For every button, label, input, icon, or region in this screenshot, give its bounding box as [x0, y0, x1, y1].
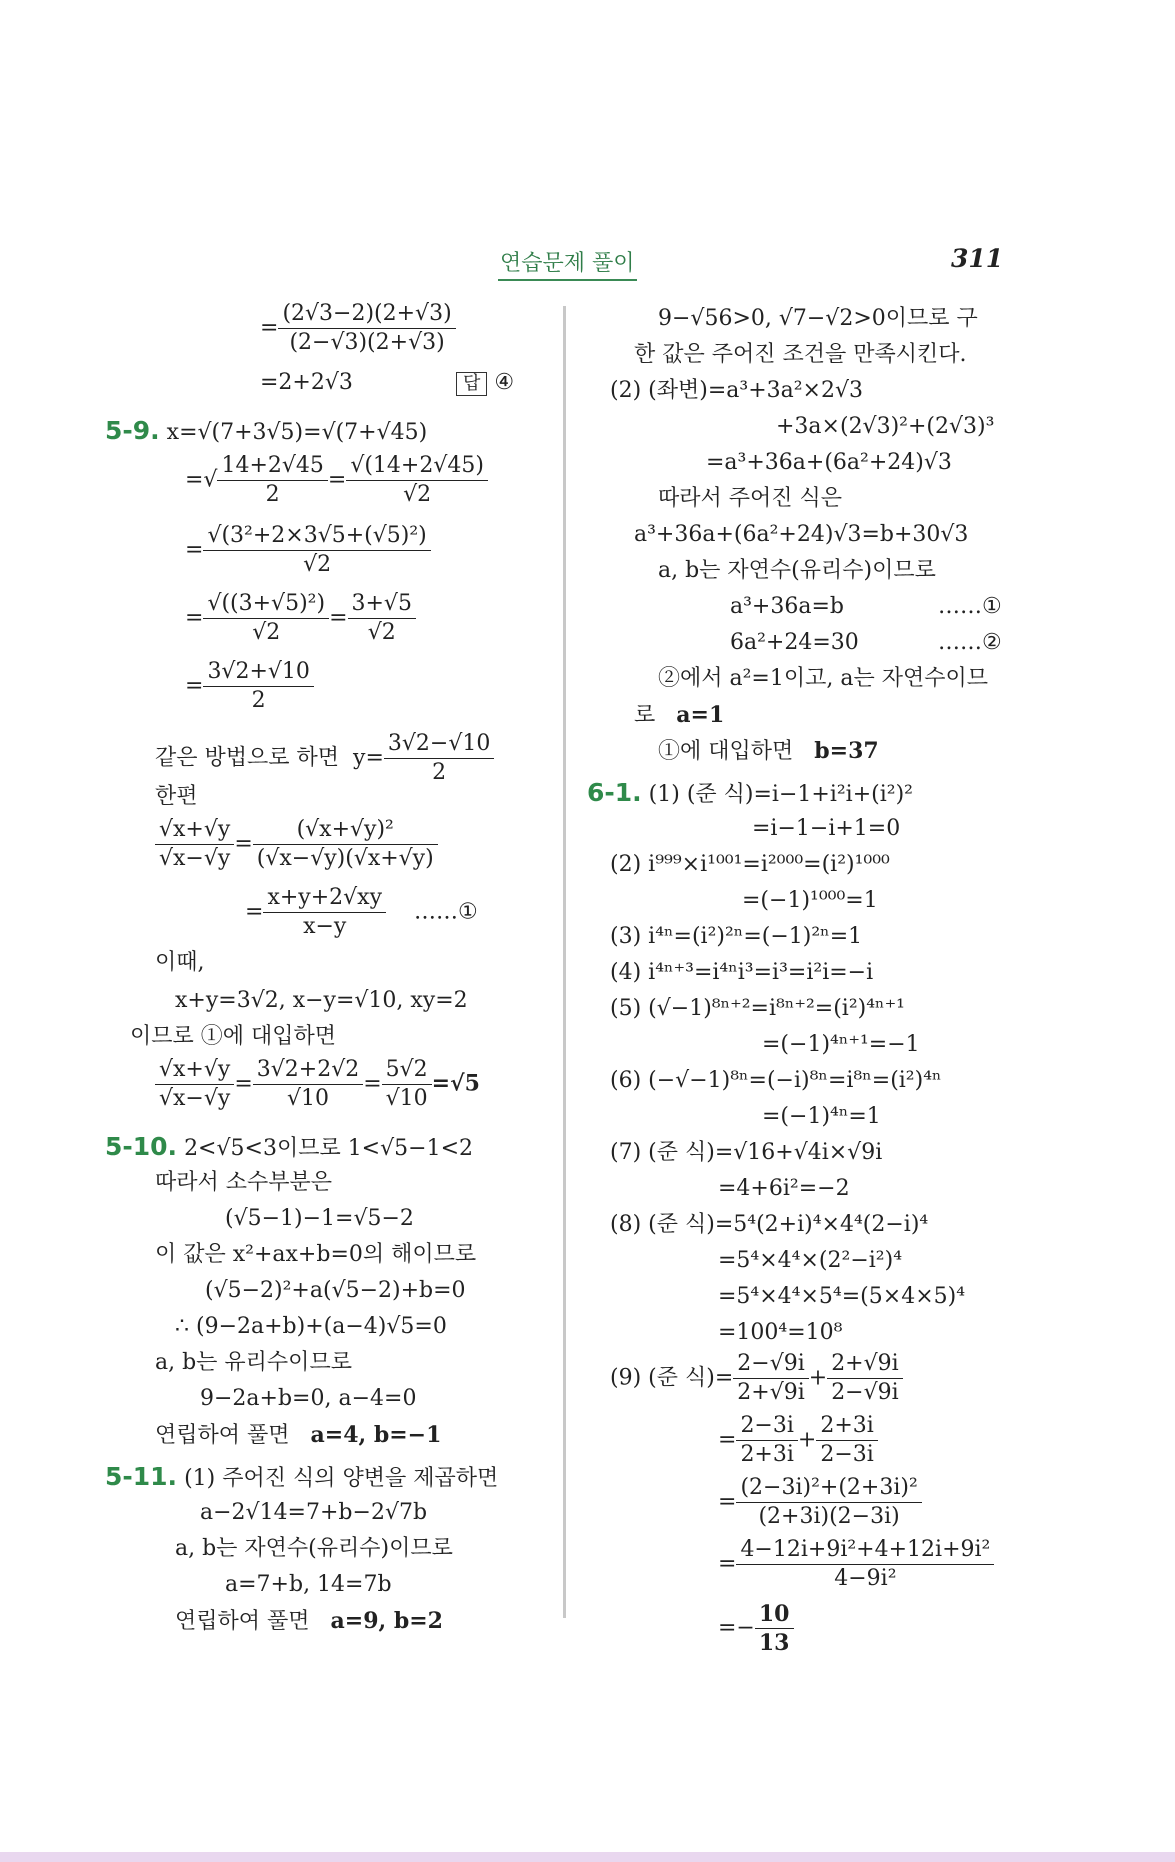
text-line: 연립하여 풀면 a=4, b=−1: [155, 1422, 442, 1448]
text-line: 같은 방법으로 하면 y= $\frac{3√2-√10}{2}$: [155, 730, 494, 787]
bottom-band: [0, 1852, 1175, 1862]
marker: ……①: [938, 594, 1002, 619]
text-line: (7) (준 식)=√16+√4i×√9i: [610, 1140, 883, 1165]
text-line: =100⁴=10⁸: [718, 1320, 843, 1345]
text-line: ∴ (9−2a+b)+(a−4)√5=0: [175, 1314, 447, 1339]
text-line: (4) i⁴ⁿ⁺³=i⁴ⁿi³=i³=i²i=−i: [610, 960, 874, 985]
text-line: a, b는 자연수(유리수)이므로: [658, 558, 936, 583]
problem-5-9: 5-9. x=√(7+3√5)=√(7+√45): [105, 416, 428, 445]
frac-line: $\frac{√x+√y}{√x-√y}$ = $\frac{\text{(√x+√y)²}}{(√x-√y)(√x+√y)}$: [155, 816, 438, 873]
text-line: (√5−1)−1=√5−2: [225, 1206, 414, 1231]
text-line: =a³+36a+(6a²+24)√3: [706, 450, 952, 475]
text-line: =2+2√3: [260, 370, 353, 395]
marker: ……②: [938, 630, 1002, 655]
frac-line: = $\frac{\text{4−12i+9i²+4+12i+9i²}}{\text{4−9i²}}$: [718, 1536, 994, 1593]
column-divider: [563, 306, 566, 1618]
text-line: =4+6i²=−2: [718, 1176, 850, 1201]
answer-indicator: 답 ④: [456, 368, 514, 398]
text-line: (6) (−√−1)⁸ⁿ=(−i)⁸ⁿ=i⁸ⁿ=(i²)⁴ⁿ: [610, 1068, 942, 1093]
text-line: =5⁴×4⁴×(2²−i²)⁴: [718, 1248, 903, 1273]
text-line: a³+36a=b: [730, 594, 844, 619]
text-line: =i−1−i+1=0: [752, 816, 901, 841]
answer-box: 답: [456, 372, 487, 396]
text-line: (5) (√−1)⁸ⁿ⁺²=i⁸ⁿ⁺²=(i²)⁴ⁿ⁺¹: [610, 996, 906, 1021]
frac-line: = $\frac{\text{√(3²+2×3√5+(√5)²)}}{√2}$: [185, 522, 431, 579]
frac-line: = $\frac{3√2+√10}{2}$: [185, 658, 314, 715]
text-line: +3a×(2√3)²+(2√3)³: [776, 414, 995, 439]
text-line: ①에 대입하면 b=37: [658, 738, 879, 764]
text-line: 9−√56>0, √7−√2>0이므로 구: [658, 306, 978, 331]
text-line: ②에서 a²=1이고, a는 자연수이므: [658, 666, 988, 691]
text-line: 6a²+24=30: [730, 630, 859, 655]
frac-line: = $\frac{\text{√((3+√5)²)}}{√2}$ = $\frac{3+√5}{√2}$: [185, 590, 416, 647]
text-line: (3) i⁴ⁿ=(i²)²ⁿ=(−1)²ⁿ=1: [610, 924, 863, 949]
text-line: 한편: [155, 784, 198, 809]
text-line: 로 a=1: [634, 702, 725, 728]
frac-line: = $\frac{2-3i}{2+3i}$ + $\frac{2+3i}{2-3i}$: [718, 1412, 878, 1469]
text-line: 연립하여 풀면 a=9, b=2: [175, 1608, 443, 1634]
frac-line: = $\frac{\text{(2−3i)²+(2+3i)²}}{(2+3i)(2-3i)}$: [718, 1474, 922, 1531]
text-line: (2) (좌변)=a³+3a²×2√3: [610, 378, 864, 403]
frac-line: = $\frac{x+y+2√xy}{x-y}$ ……①: [245, 885, 478, 939]
text-line: (2) i⁹⁹⁹×i¹⁰⁰¹=i²⁰⁰⁰=(i²)¹⁰⁰⁰: [610, 852, 890, 877]
text-line: (√5−2)²+a(√5−2)+b=0: [205, 1278, 466, 1303]
text-line: 따라서 주어진 식은: [658, 486, 843, 511]
text-line: a−2√14=7+b−2√7b: [200, 1500, 428, 1525]
text-line: 한 값은 주어진 조건을 만족시킨다.: [634, 342, 967, 367]
text-line: 9−2a+b=0, a−4=0: [200, 1386, 417, 1411]
text-line: 이 값은 x²+ax+b=0의 해이므로: [155, 1242, 477, 1267]
text-line: 이때,: [155, 950, 205, 975]
text-line: 이므로 ①에 대입하면: [130, 1024, 337, 1049]
frac-line: $\frac{√x+√y}{√x-√y}$ = $\frac{3√2+2√2}{√10}$ = $\frac{5√2}{√10}$ =√5: [155, 1056, 480, 1113]
frac-line: = $\frac{(2√3-2)(2+√3)}{(2-√3)(2+√3)}$: [260, 300, 456, 357]
frac-line: (9) (준 식)= $\frac{2-√9i}{2+√9i}$ + $\frac{2+√9i}{2-√9i}$: [610, 1350, 903, 1407]
text-line: a, b는 유리수이므로: [155, 1350, 352, 1375]
section-title: 연습문제 풀이: [498, 246, 637, 281]
text-line: =(−1)⁴ⁿ⁺¹=−1: [762, 1032, 920, 1057]
text-line: 따라서 소수부분은: [155, 1170, 333, 1195]
text-line: =(−1)⁴ⁿ=1: [762, 1104, 881, 1129]
problem-5-11: 5-11. (1) 주어진 식의 양변을 제곱하면: [105, 1462, 499, 1491]
text-line: a³+36a+(6a²+24)√3=b+30√3: [634, 522, 969, 547]
frac-line: =√ $\frac{14+2√45}{2}$ = $\frac{√(14+2√45)}{√2}$: [185, 452, 488, 509]
text-line: x+y=3√2, x−y=√10, xy=2: [175, 988, 468, 1013]
page-number: 311: [951, 244, 1004, 273]
text-line: =(−1)¹⁰⁰⁰=1: [742, 888, 878, 913]
frac-line: =− $\frac{10}{13}$: [718, 1600, 794, 1657]
text-line: (8) (준 식)=5⁴(2+i)⁴×4⁴(2−i)⁴: [610, 1212, 929, 1237]
text-line: =5⁴×4⁴×5⁴=(5×4×5)⁴: [718, 1284, 966, 1309]
problem-5-10: 5-10. 2<√5<3이므로 1<√5−1<2: [105, 1132, 473, 1161]
text-line: a, b는 자연수(유리수)이므로: [175, 1536, 453, 1561]
text-line: a=7+b, 14=7b: [225, 1572, 392, 1597]
problem-6-1: 6-1. (1) (준 식)=i−1+i²i+(i²)²: [587, 778, 913, 807]
